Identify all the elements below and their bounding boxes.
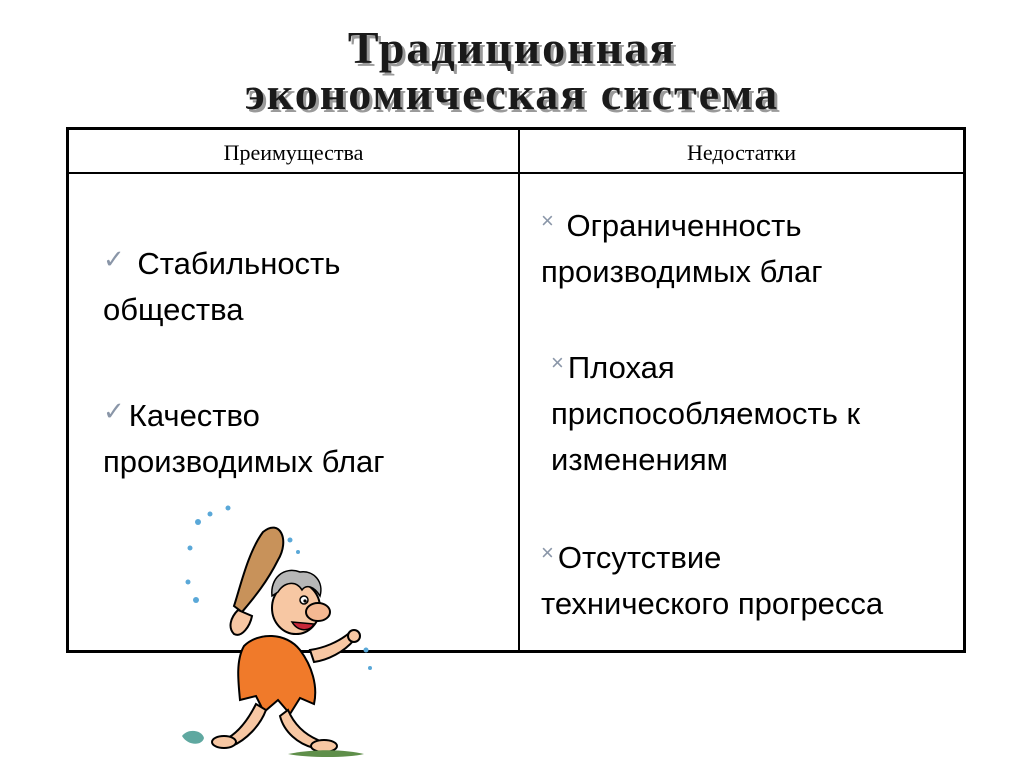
cross-icon: × [551, 350, 564, 375]
header-advantages: Преимущества [223, 140, 364, 165]
cross-icon: × [541, 208, 554, 233]
disadvantage-item-progress [541, 530, 883, 627]
disadvantage-text: приспособляемость к [551, 396, 861, 431]
page-title-line-1: Традиционная [347, 22, 677, 73]
disadvantage-item-adaptability [551, 340, 860, 483]
disadvantage-text: Ограниченность [557, 208, 802, 243]
advantage-text: Стабильность [128, 246, 341, 281]
cross-icon: × [541, 540, 554, 565]
caveman-with-club-icon [168, 500, 378, 762]
page-title-line-2: экономическая система [244, 68, 780, 119]
advantage-text: общества [103, 292, 244, 327]
advantage-text: производимых благ [103, 444, 385, 479]
disadvantage-text: изменениям [551, 442, 728, 477]
table-header-row [69, 130, 963, 174]
advantage-item-quality [103, 388, 385, 485]
advantage-text: Качество [128, 398, 260, 433]
disadvantage-text: технического прогресса [541, 586, 884, 621]
column-divider [518, 130, 520, 650]
disadvantage-item-limited [541, 198, 823, 295]
header-disadvantages: Недостатки [686, 140, 797, 165]
advantage-item-stability [103, 236, 340, 333]
disadvantage-text: производимых благ [541, 254, 823, 289]
disadvantage-text: Отсутствие [557, 540, 722, 575]
check-icon: ✓ [103, 244, 125, 274]
check-icon: ✓ [103, 396, 125, 426]
disadvantage-text: Плохая [567, 350, 675, 385]
